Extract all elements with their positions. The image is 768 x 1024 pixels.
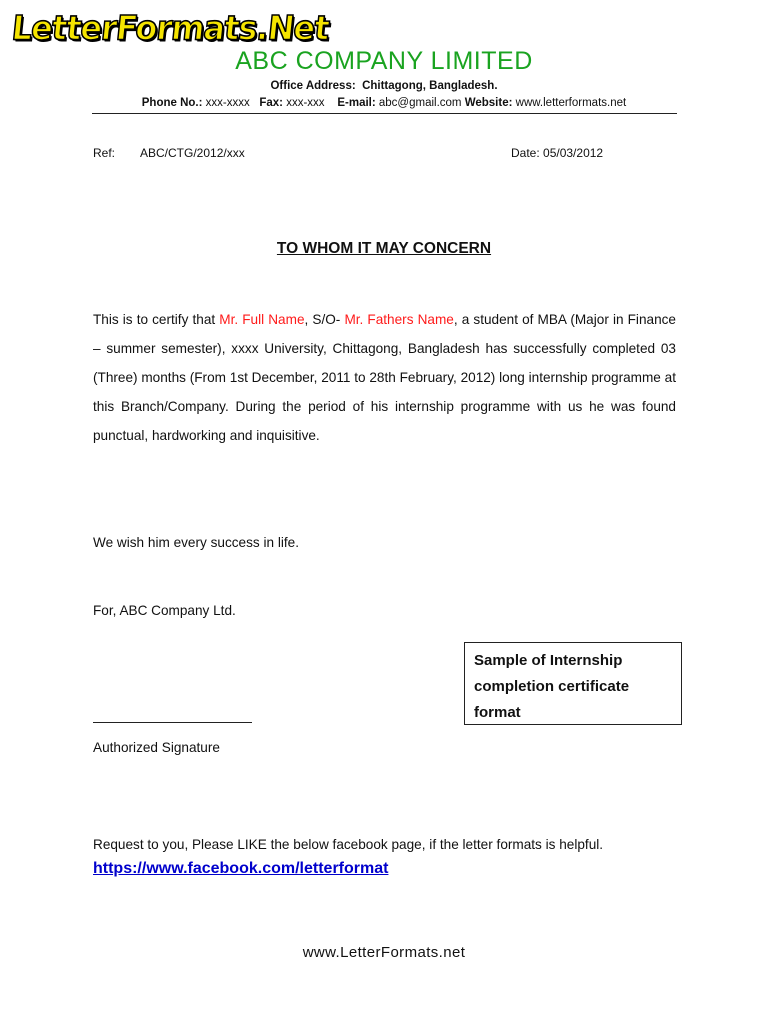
sample-note-box: Sample of Internship completion certificate format	[464, 642, 682, 725]
certificate-body	[93, 305, 676, 450]
website-value: www.letterformats.net	[515, 97, 627, 109]
office-label: Office Address:	[270, 80, 356, 92]
signature-line	[93, 722, 252, 723]
site-logo: LetterFormats.Net	[9, 8, 331, 48]
body-text-middle: , S/O-	[304, 312, 345, 327]
phone-label: Phone No.:	[141, 97, 203, 109]
phone-value: xxx-xxxx	[205, 97, 250, 109]
closing-wish: We wish him every success in life.	[93, 535, 299, 550]
contact-line	[0, 97, 768, 109]
facebook-link[interactable]: https://www.facebook.com/letterformat	[93, 860, 389, 877]
email-label: E-mail:	[337, 97, 376, 109]
ref-number: ABC/CTG/2012/xxx	[140, 146, 245, 160]
header-divider	[92, 113, 677, 114]
footer-website: www.LetterFormats.net	[302, 944, 466, 961]
letter-heading: TO WHOM IT MAY CONCERN	[276, 240, 492, 257]
father-name: Mr. Fathers Name	[344, 312, 454, 327]
date-value: 05/03/2012	[543, 146, 604, 160]
office-address	[0, 80, 768, 92]
signature-label: Authorized Signature	[93, 740, 220, 755]
letter-date	[511, 146, 603, 160]
ref-label: Ref:	[93, 146, 116, 160]
body-text-end: , a student of MBA (Major in Finance – summer semester), xxxx University, Chittagong, Bangladesh has successfully completed 03 (Three) months (From 1st December, 2011 to 28th February, 2012) long internship programme at this Branch/Company. During the period of his internship programme with us he was found punctual, hardworking and inquisitive.	[93, 312, 676, 443]
fax-label: Fax:	[259, 97, 284, 109]
email-value: abc@gmail.com	[378, 97, 462, 109]
body-text-start: This is to certify that	[93, 312, 220, 327]
date-label: Date:	[511, 146, 540, 160]
fax-value: xxx-xxx	[286, 97, 325, 109]
office-value: Chittagong, Bangladesh.	[362, 80, 498, 92]
website-label: Website:	[464, 97, 513, 109]
company-name: ABC COMPANY LIMITED	[235, 47, 533, 75]
student-name: Mr. Full Name	[219, 312, 305, 327]
like-request: Request to you, Please LIKE the below facebook page, if the letter formats is helpful.	[93, 837, 604, 852]
for-company: For, ABC Company Ltd.	[93, 603, 236, 618]
